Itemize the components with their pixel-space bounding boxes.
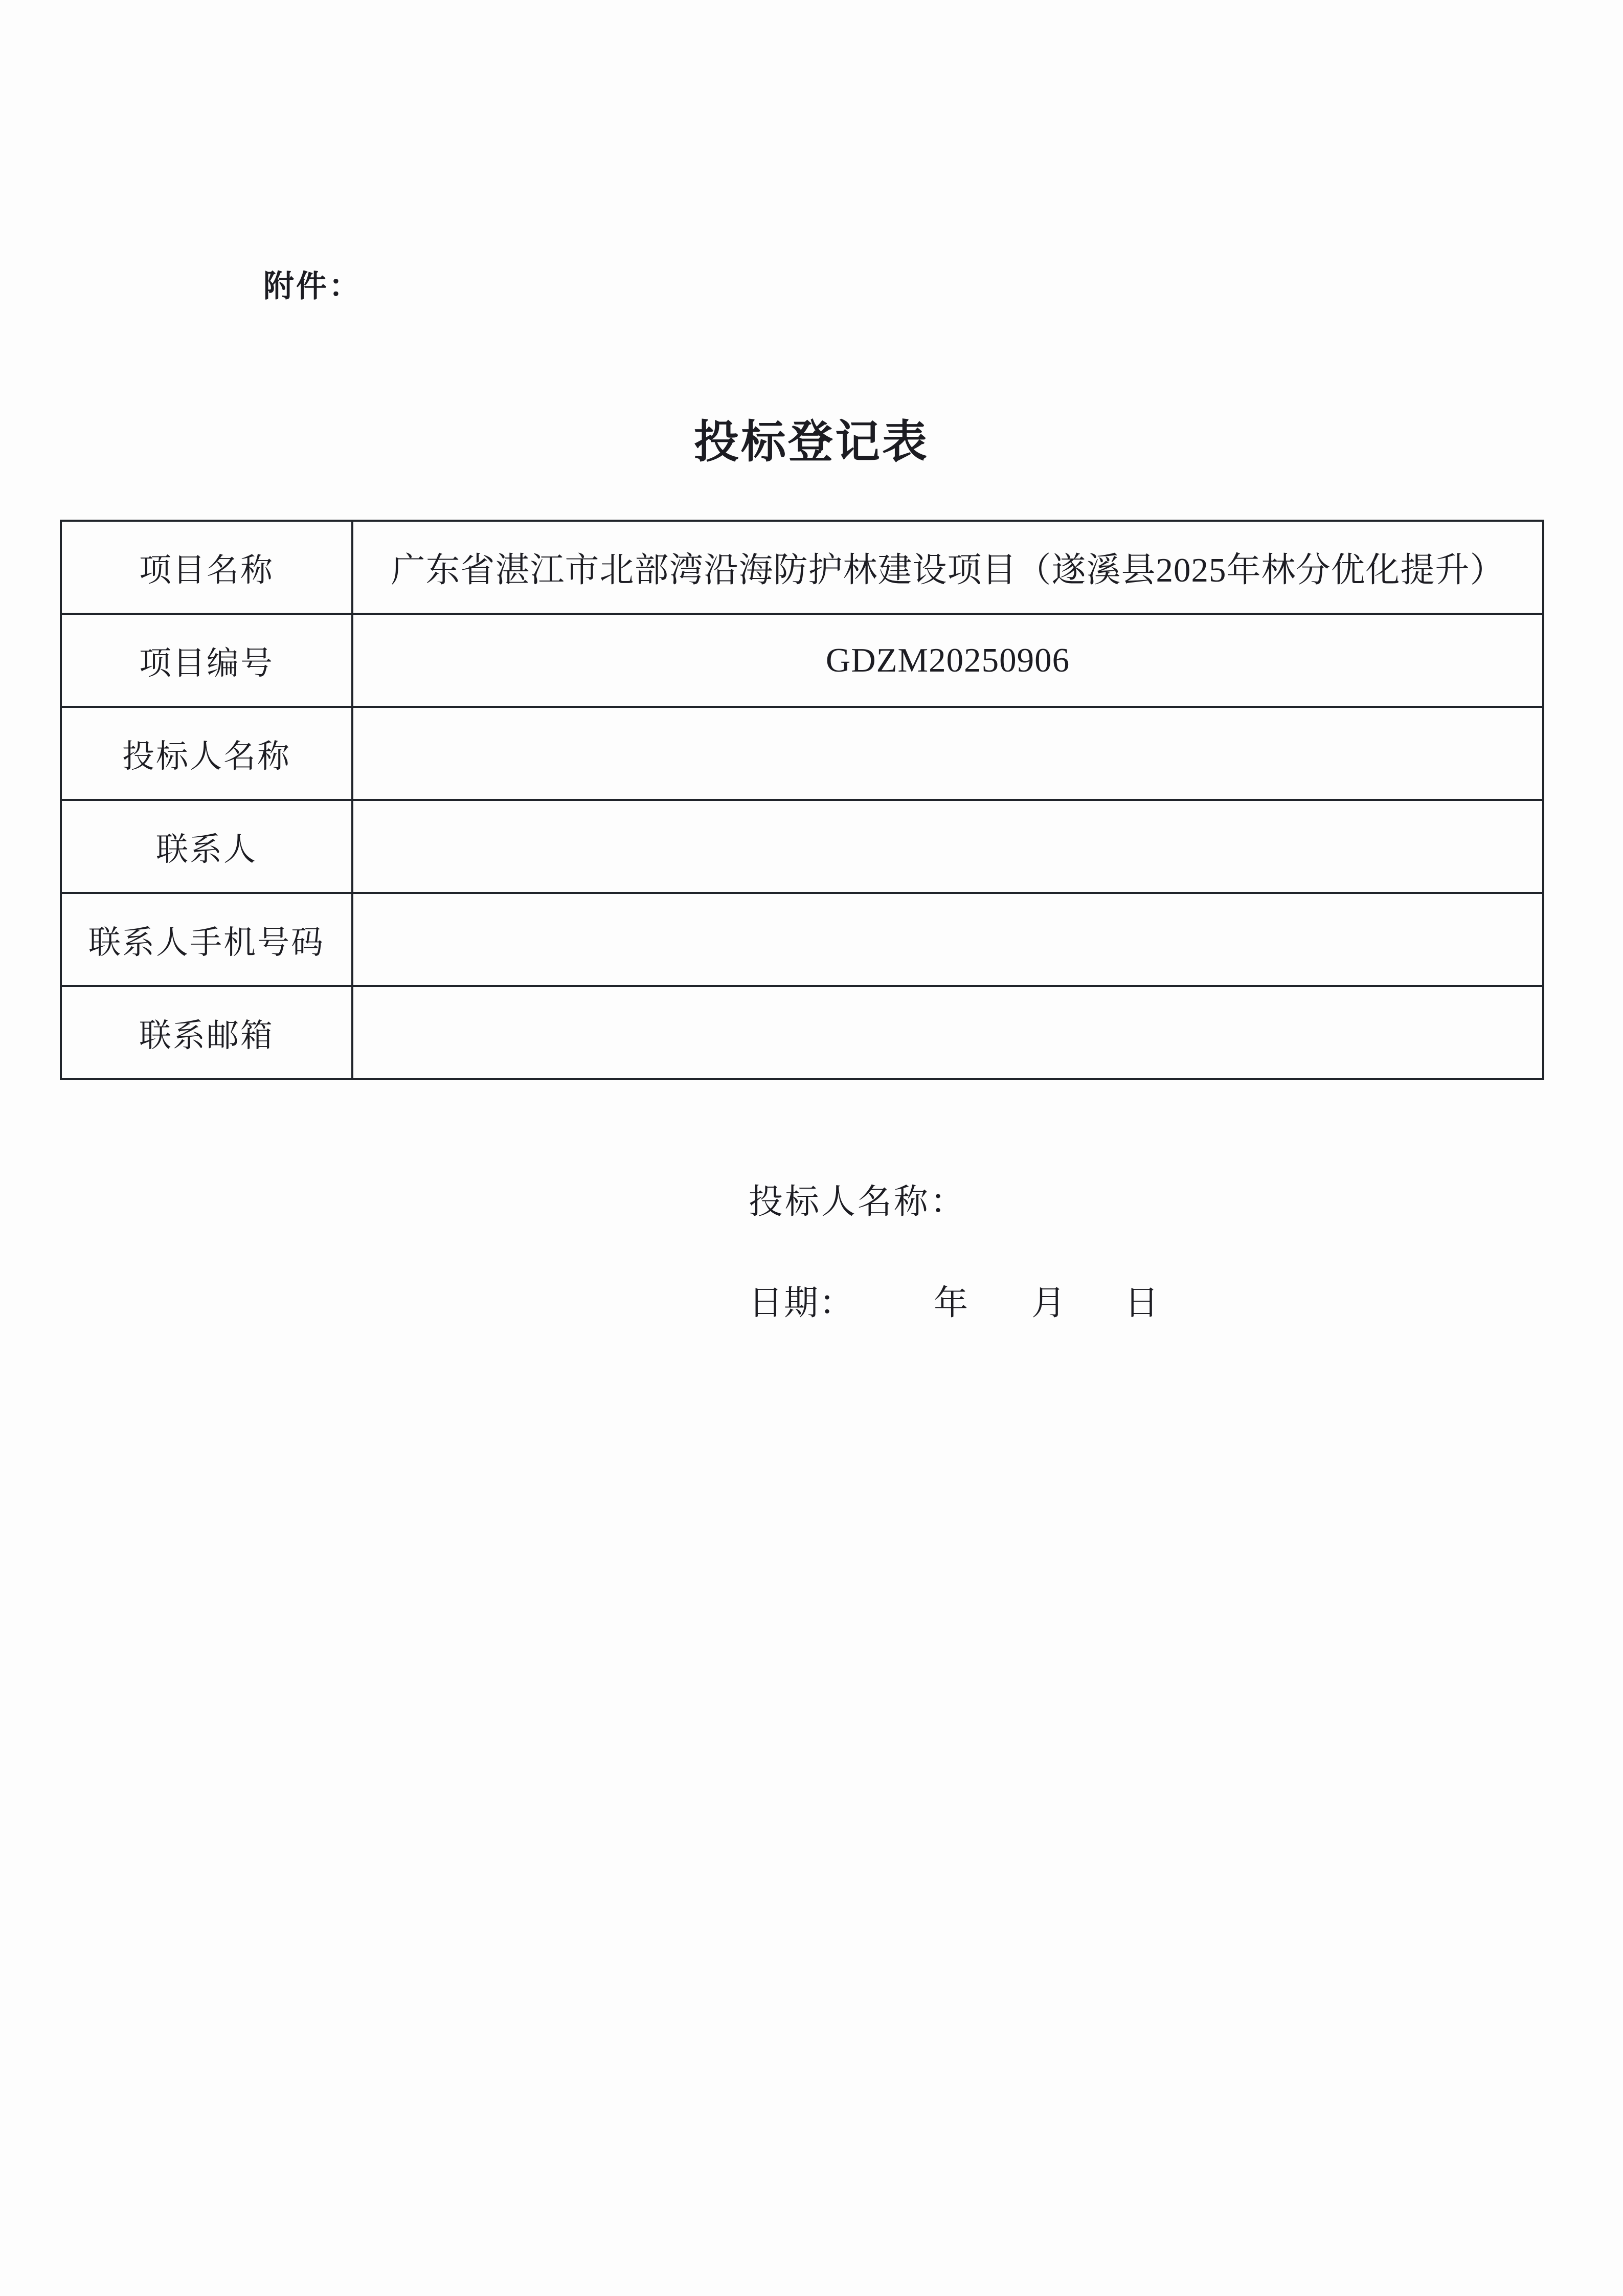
row-value-contact-email bbox=[352, 986, 1543, 1079]
row-label-contact-email: 联系邮箱 bbox=[61, 986, 352, 1079]
page-title: 投标登记表 bbox=[693, 416, 929, 467]
month-label: 月 bbox=[1031, 1284, 1066, 1322]
table-row bbox=[61, 707, 1543, 800]
bidder-name-label: 投标人名称： bbox=[749, 1183, 966, 1221]
row-value-bidder-name bbox=[352, 707, 1543, 800]
row-value-project-number: GDZM20250906 bbox=[352, 614, 1543, 707]
table-row bbox=[61, 893, 1543, 986]
table-row bbox=[61, 614, 1543, 707]
row-label-contact-person: 联系人 bbox=[61, 800, 352, 893]
row-label-project-name: 项目名称 bbox=[61, 521, 352, 614]
row-value-project-name: 广东省湛江市北部湾沿海防护林建设项目（遂溪县2025年林分优化提升） bbox=[352, 521, 1543, 614]
row-label-bidder-name: 投标人名称 bbox=[61, 707, 352, 800]
row-label-contact-phone: 联系人手机号码 bbox=[61, 893, 352, 986]
attachment-label: 附件： bbox=[263, 269, 362, 303]
registration-table bbox=[60, 520, 1544, 1080]
table-row bbox=[61, 800, 1543, 893]
row-value-contact-person bbox=[352, 800, 1543, 893]
row-label-project-number: 项目编号 bbox=[61, 614, 352, 707]
year-label: 年 bbox=[934, 1284, 968, 1322]
date-label: 日期： bbox=[749, 1284, 854, 1322]
table-row bbox=[61, 521, 1543, 614]
date-line bbox=[749, 1283, 1209, 1329]
day-label: 日 bbox=[1124, 1284, 1159, 1322]
row-value-contact-phone bbox=[352, 893, 1543, 986]
table-row bbox=[61, 986, 1543, 1079]
